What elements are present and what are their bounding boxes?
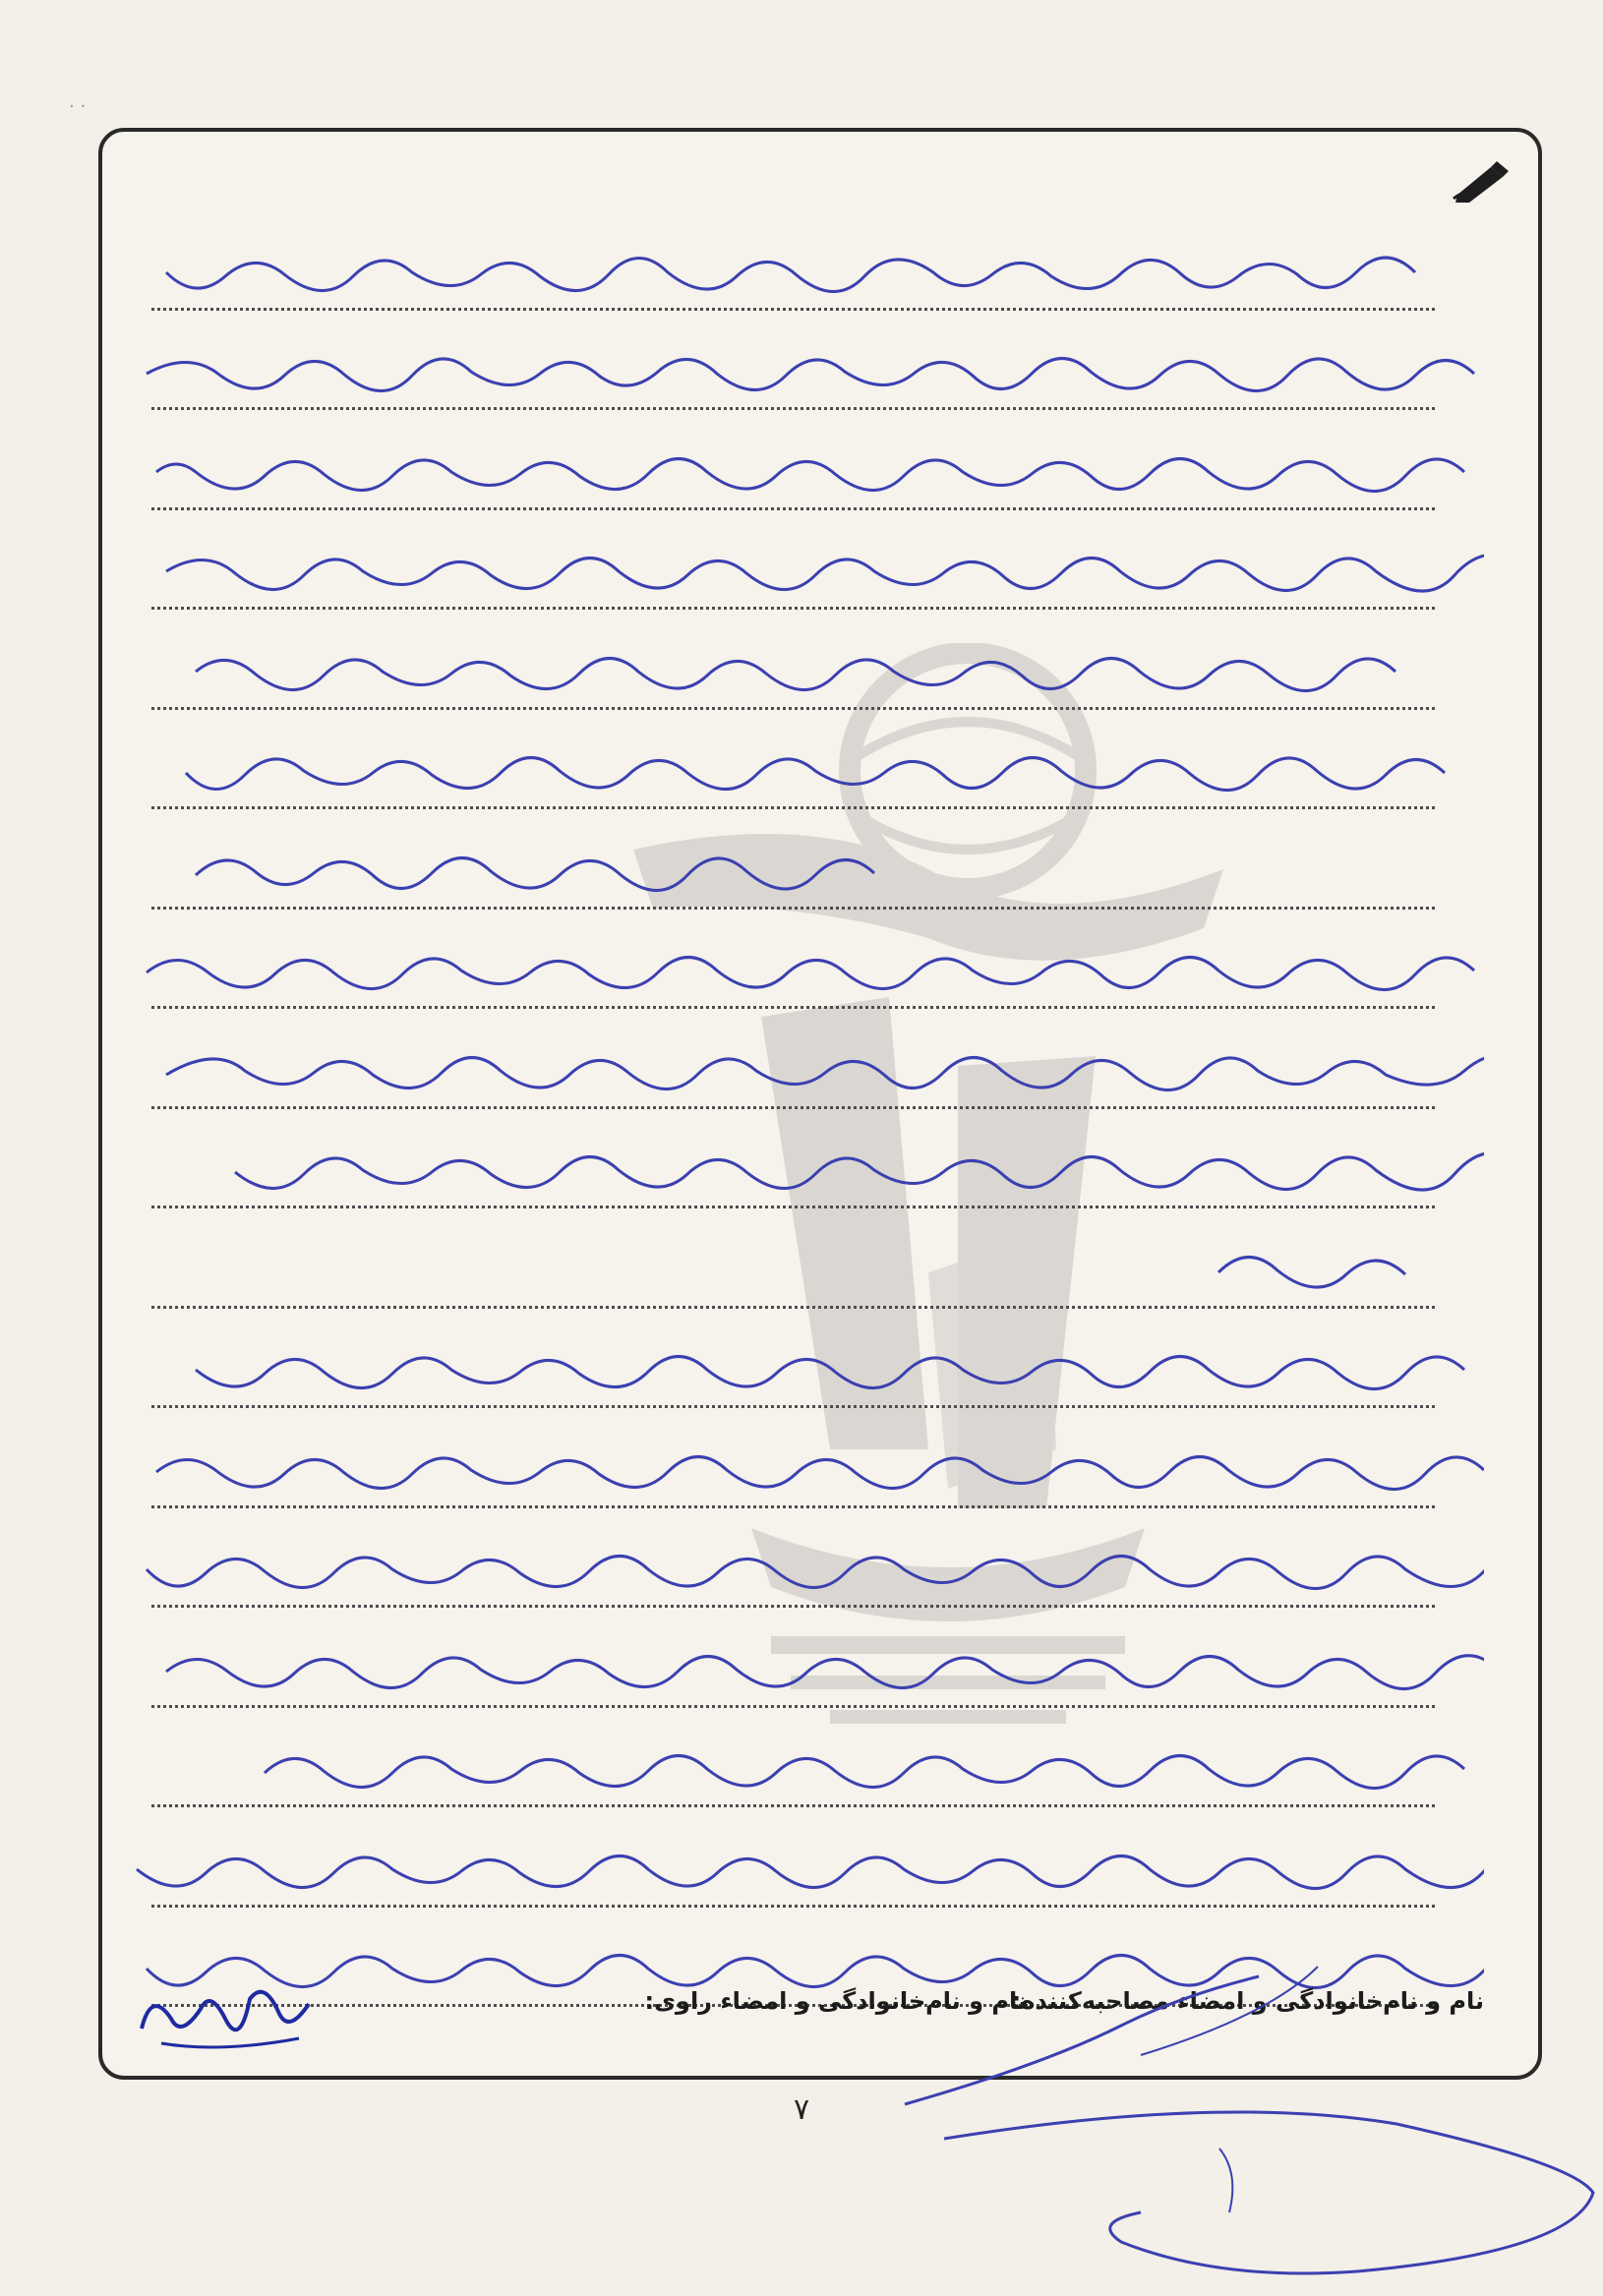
writing-line xyxy=(151,610,1435,710)
handwriting-stroke xyxy=(107,1630,1484,1699)
handwritten-lines xyxy=(151,210,1435,2007)
handwriting-stroke xyxy=(107,1131,1484,1200)
handwriting-stroke xyxy=(107,1530,1484,1599)
handwriting-stroke xyxy=(107,1830,1484,1899)
handwriting-stroke xyxy=(107,832,1484,901)
handwriting-stroke xyxy=(107,1330,1484,1399)
writing-line xyxy=(151,910,1435,1010)
page-number: ۷ xyxy=(793,2092,810,2127)
writing-line xyxy=(151,1508,1435,1609)
narrator-signature-label: نام و نام‌خانوادگی و امضاء راوی: xyxy=(644,1987,1027,2015)
handwriting-stroke xyxy=(107,233,1484,302)
writing-line xyxy=(151,1009,1435,1109)
writing-line xyxy=(151,311,1435,411)
handwriting-stroke xyxy=(107,433,1484,501)
writing-line xyxy=(151,710,1435,810)
handwriting-stroke xyxy=(107,931,1484,1000)
writing-line xyxy=(151,1608,1435,1708)
writing-line xyxy=(151,1807,1435,1908)
page-frame xyxy=(98,128,1542,2080)
interviewer-signature-label: نام و نام‌خانوادگی و امضاء مصاحبه‌کننده: xyxy=(1011,1987,1484,2015)
writing-line xyxy=(151,410,1435,510)
writing-line xyxy=(151,809,1435,910)
writing-line xyxy=(151,1408,1435,1508)
handwritten-signature-icon xyxy=(132,1970,319,2058)
handwriting-stroke xyxy=(107,1231,1484,1300)
handwriting-stroke xyxy=(107,532,1484,601)
corner-mark: · · xyxy=(69,96,87,117)
writing-line xyxy=(151,1109,1435,1209)
writing-line xyxy=(151,1309,1435,1409)
pen-writing-icon xyxy=(1452,159,1511,203)
writing-line xyxy=(151,510,1435,611)
handwriting-stroke xyxy=(107,332,1484,401)
writing-line xyxy=(151,1708,1435,1808)
handwriting-stroke xyxy=(107,632,1484,701)
handwriting-stroke xyxy=(107,1730,1484,1798)
handwriting-stroke xyxy=(107,1431,1484,1500)
writing-line xyxy=(151,1208,1435,1309)
handwriting-stroke xyxy=(107,732,1484,800)
writing-line xyxy=(151,210,1435,311)
handwriting-stroke xyxy=(107,1031,1484,1100)
